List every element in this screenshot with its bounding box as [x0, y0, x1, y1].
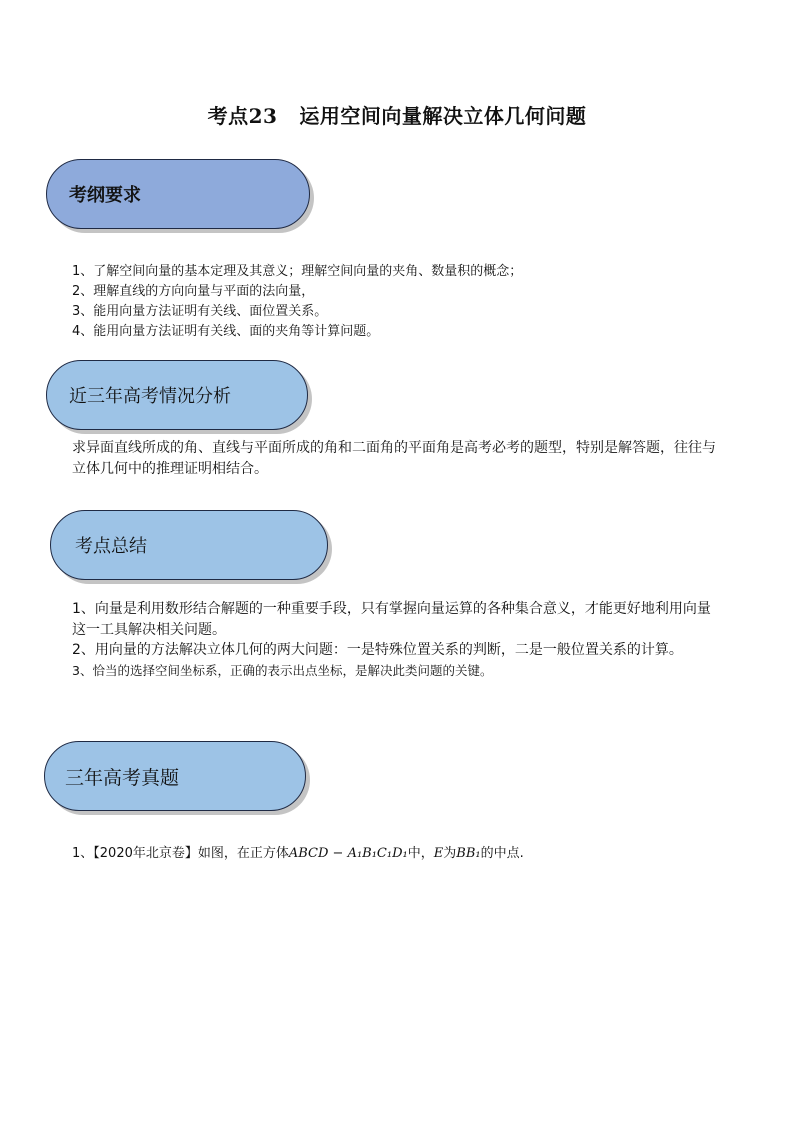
question-mid2: 为	[443, 846, 457, 861]
list-item: 3、能用向量方法证明有关线、面位置关系。	[72, 304, 328, 319]
section-heading-label: 三年高考真题	[65, 766, 180, 789]
section-heading-label: 考纲要求	[69, 185, 141, 206]
list-item: 1、了解空间向量的基本定理及其意义；理解空间向量的夹角、数量积的概念；	[72, 264, 523, 279]
question-text	[72, 844, 724, 864]
exam-question	[72, 844, 724, 864]
list-item: 2、用向量的方法解决立体几何的两大问题：一是特殊位置关系的判断，二是一般位置关系的计算。	[72, 642, 683, 658]
section-heading-requirements	[46, 159, 310, 229]
list-item: 2、理解直线的方向向量与平面的法向量，	[72, 284, 315, 299]
page-title	[0, 100, 794, 129]
list-item: 4、能用向量方法证明有关线、面的夹角等计算问题。	[72, 324, 380, 339]
question-middle: 中，	[407, 846, 434, 861]
section-heading-label: 近三年高考情况分析	[69, 386, 231, 407]
title-text: 运用空间向量解决立体几何问题	[299, 104, 587, 128]
cube-expression: ABCD − A₁B₁C₁D₁	[288, 846, 408, 861]
point-label: E	[433, 846, 444, 861]
section-heading-summary	[50, 510, 328, 580]
paragraph-text: 求异面直线所成的角、直线与平面所成的角和二面角的平面角是高考必考的题型，特别是解答题，往往与立体几何中的推理证明相结合。	[72, 440, 716, 477]
section-heading-exam	[44, 741, 306, 811]
requirements-list	[72, 262, 724, 342]
question-suffix: 的中点.	[480, 846, 524, 861]
section-heading-analysis	[46, 360, 308, 430]
list-item: 3、恰当的选择空间坐标系，正确的表示出点坐标，是解决此类问题的关键。	[72, 662, 493, 678]
question-prefix: 1、【2020年北京卷】如图，在正方体	[72, 846, 289, 861]
edge-label: BB₁	[456, 846, 481, 861]
title-code: 考点23	[207, 104, 278, 128]
list-item: 1、向量是利用数形结合解题的一种重要手段，只有掌握向量运算的各种集合意义，才能更好地利用向量这一工具解决相关问题。	[72, 601, 711, 638]
analysis-paragraph	[72, 438, 724, 480]
summary-list	[72, 599, 724, 681]
section-heading-label: 考点总结	[75, 536, 147, 557]
